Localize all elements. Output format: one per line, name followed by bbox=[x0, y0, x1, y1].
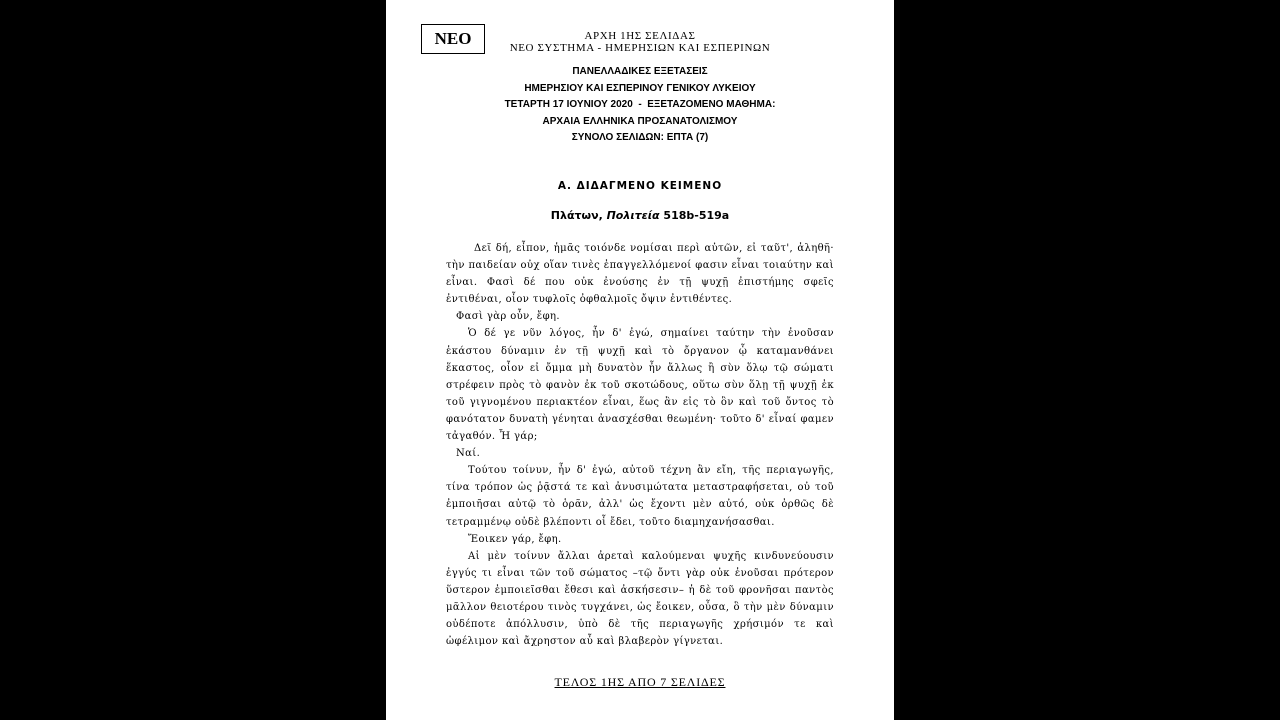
text-reply: Ἔοικεν γάρ, ἔφη. bbox=[468, 533, 562, 545]
section-title: Α. ΔΙΔΑΓΜΕΝΟ ΚΕΙΜΕΝΟ bbox=[557, 180, 723, 192]
exam-page bbox=[386, 0, 894, 720]
exam-info bbox=[386, 64, 894, 147]
source-citation bbox=[386, 209, 894, 222]
source-reference: 518b-519a bbox=[659, 209, 730, 222]
ancient-text bbox=[446, 240, 834, 650]
page-header bbox=[486, 30, 794, 54]
exam-school-type: ΗΜΕΡΗΣΙΟΥ ΚΑΙ ΕΣΠΕΡΙΝΟΥ ΓΕΝΙΚΟΥ ΛΥΚΕΙΟΥ bbox=[524, 82, 756, 94]
text-paragraph: Δεῖ δή, εἶπον, ἡμᾶς τοιόνδε νομίσαι περὶ αὐτῶν, εἰ ταῦτ', ἀληθῆ· τὴν παιδείαν οὐχ οἵαν τινὲς ἐπαγγελλόμενοί φασιν εἶναι τοιαύτην καὶ εἶναι. Φασὶ δέ που οὐκ ἐνούσης ἐν τῇ ψυχῇ ἐπιστήμης σφεῖς ἐντιθέναι, οἷον τυφλοῖς ὀφθαλμοῖς ὄψιν ἐντιθέντες. bbox=[446, 243, 834, 306]
page-footer: ΤΕΛΟΣ 1ΗΣ ΑΠΟ 7 ΣΕΛΙΔΕΣ bbox=[554, 675, 726, 689]
text-reply: Φασὶ γὰρ οὖν, ἔφη. bbox=[456, 311, 560, 323]
exam-title: ΠΑΝΕΛΛΑΔΙΚΕΣ ΕΞΕΤΑΣΕΙΣ bbox=[572, 66, 708, 77]
source-work: Πολιτεία bbox=[606, 209, 660, 222]
exam-page-count: ΣΥΝΟΛΟ ΣΕΛΙΔΩΝ: ΕΠΤΑ (7) bbox=[571, 132, 709, 144]
exam-date-subject: ΤΕΤΑΡΤΗ 17 ΙΟΥΝΙΟΥ 2020 - ΕΞΕΤΑΖΟΜΕΝΟ ΜΑΘΗΜΑ: bbox=[504, 99, 776, 111]
exam-subject: ΑΡΧΑΙΑ ΕΛΛΗΝΙΚΑ ΠΡΟΣΑΝΑΤΟΛΙΣΜΟΥ bbox=[542, 115, 738, 127]
neo-badge: ΝΕΟ bbox=[421, 24, 485, 54]
source-author: Πλάτων, bbox=[550, 209, 607, 222]
page-start-label: ΑΡΧΗ 1ΗΣ ΣΕΛΙΔΑΣ bbox=[584, 30, 696, 42]
system-label: ΝΕΟ ΣΥΣΤΗΜΑ - ΗΜΕΡΗΣΙΩΝ ΚΑΙ ΕΣΠΕΡΙΝΩΝ bbox=[509, 42, 771, 54]
text-paragraph: Ὁ δέ γε νῦν λόγος, ἦν δ' ἐγώ, σημαίνει ταύτην τὴν ἐνοῦσαν ἑκάστου δύναμιν ἐν τῇ ψυχῇ καὶ τὸ ὄργανον ᾧ καταμανθάνει ἕκαστος, οἷον εἰ ὄμμα μὴ δυνατὸν ἦν ἄλλως ἢ σὺν ὅλῳ τῷ σώματι στρέφειν πρὸς τὸ φανὸν ἐκ τοῦ σκοτώδους, οὕτω σὺν ὅλῃ τῇ ψυχῇ ἐκ τοῦ γιγνομένου περιακτέον εἶναι, ἕως ἂν εἰς τὸ ὂν καὶ τοῦ ὄντος τὸ φανότατον δυνατὴ γένηται ἀνασχέσθαι θεωμένη· τοῦτο δ' εἶναί φαμεν τἀγαθόν. Ἦ γάρ; bbox=[446, 328, 834, 443]
text-paragraph: Τούτου τοίνυν, ἦν δ' ἐγώ, αὐτοῦ τέχνη ἂν εἴη, τῆς περιαγωγῆς, τίνα τρόπον ὡς ῥᾷστά τε καὶ ἀνυσιμώτατα μεταστραφήσεται, οὐ τοῦ ἐμποιῆσαι αὐτῷ τὸ ὁρᾶν, ἀλλ' ὡς ἔχοντι μὲν αὐτό, οὐκ ὀρθῶς δὲ τετραμμένῳ οὐδὲ βλέποντι οἷ ἔδει, τοῦτο διαμηχανήσασθαι. bbox=[446, 465, 834, 528]
text-paragraph: Αἱ μὲν τοίνυν ἄλλαι ἀρεταὶ καλούμεναι ψυχῆς κινδυνεύουσιν ἐγγύς τι εἶναι τῶν τοῦ σώματος –τῷ ὄντι γὰρ οὐκ ἐνοῦσαι πρότερον ὕστερον ἐμποιεῖσθαι ἔθεσι καὶ ἀσκήσεσιν– ἡ δὲ τοῦ φρονῆσαι παντὸς μᾶλλον θειοτέρου τινὸς τυγχάνει, ὡς ἔοικεν, οὖσα, ὃ τὴν μὲν δύναμιν οὐδέποτε ἀπόλλυσιν, ὑπὸ δὲ τῆς περιαγωγῆς χρήσιμόν τε καὶ ὠφέλιμον καὶ ἄχρηστον αὖ καὶ βλαβερὸν γίγνεται. bbox=[446, 550, 834, 648]
text-reply: Ναί. bbox=[456, 448, 481, 460]
